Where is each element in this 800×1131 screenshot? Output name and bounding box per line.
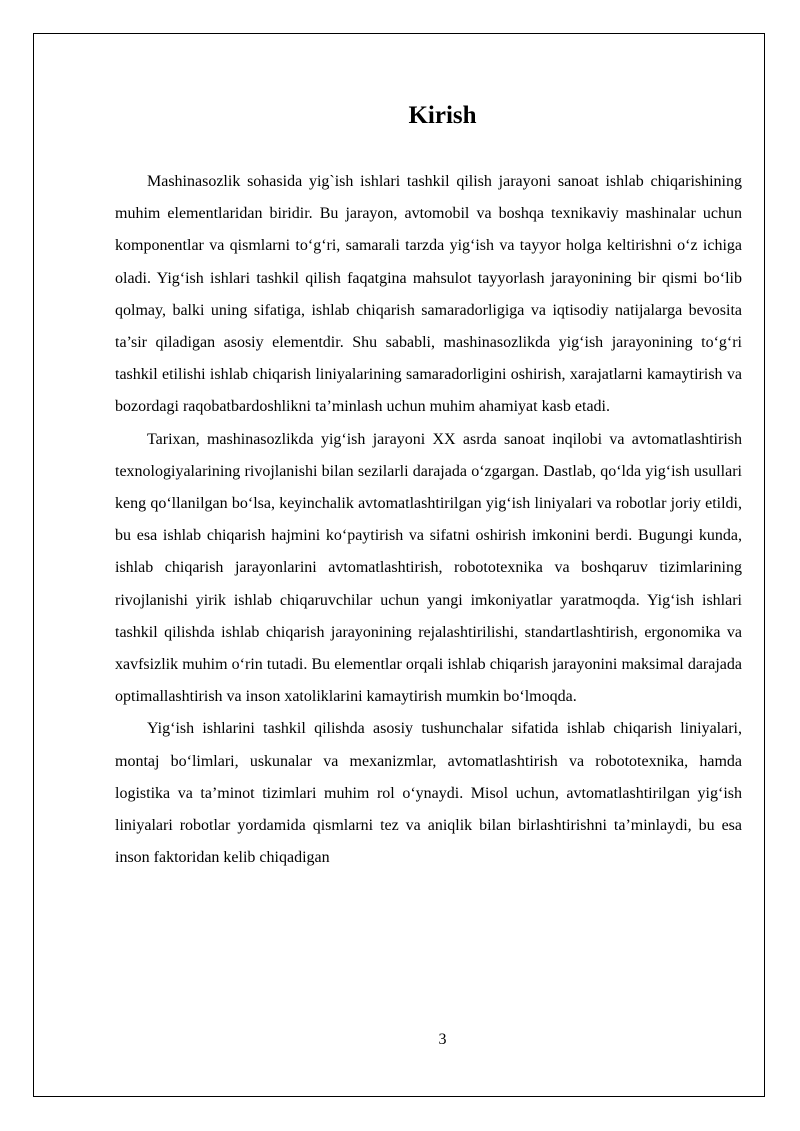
page-number: 3 xyxy=(438,1031,447,1048)
paragraph-1: Mashinasozlik sohasida yig`ish ishlari tashkil qilish jarayoni sanoat ishlab chiqarishining muhim elementlaridan biridir. Bu jarayon, avtomobil va boshqa texnikaviy mashinalar uchun komponentlar va qismlarni to‘g‘ri, samarali tarzda yig‘ish va tayyor holga keltirishni o‘z ichiga oladi. Yig‘ish ishlari tashkil qilish faqatgina mahsulot tayyorlash jarayonining bir qismi bo‘lib qolmay, balki uning sifatiga, ishlab chiqarish samaradorligiga va iqtisodiy natijalarga bevosita ta’sir qiladigan asosiy elementdir. Shu sababli, mashinasozlikda yig‘ish jarayonining to‘g‘ri tashkil etilishi ishlab chiqarish liniyalarining samaradorligini oshirish, xarajatlarni kamaytirish va bozordagi raqobatbardoshlikni ta’minlash uchun muhim ahamiyat kasb etadi. xyxy=(115,173,742,416)
paragraph-3: Yig‘ish ishlarini tashkil qilishda asosiy tushunchalar sifatida ishlab chiqarish liniyalari, montaj bo‘limlari, uskunalar va mexanizmlar, avtomatlashtirish va robototexnika, hamda logistika va ta’minot tizimlari muhim rol o‘ynaydi. Misol uchun, avtomatlashtirilgan yig‘ish liniyalari robotlar yordamida qismlarni tez va aniqlik bilan birlashtirishni ta’minlaydi, bu esa inson faktoridan kelib chiqadigan xyxy=(115,720,742,867)
page-title: Kirish xyxy=(408,102,477,129)
body-text xyxy=(115,166,742,874)
paragraph-2: Tarixan, mashinasozlikda yig‘ish jarayoni XX asrda sanoat inqilobi va avtomatlashtirish texnologiyalarining rivojlanishi bilan sezilarli darajada o‘zgargan. Dastlab, qo‘lda yig‘ish usullari keng qo‘llanilgan bo‘lsa, keyinchalik avtomatlashtirilgan yig‘ish liniyalari va robotlar joriy etildi, bu esa ishlab chiqarish hajmini ko‘paytirish va sifatni oshirish imkonini berdi. Bugungi kunda, ishlab chiqarish jarayonlarini avtomatlashtirish, robototexnika va boshqaruv tizimlarining rivojlanishi yirik ishlab chiqaruvchilar uchun yangi imkoniyatlar yaratmoqda. Yig‘ish ishlari tashkil qilishda ishlab chiqarish jarayonining rejalashtirilishi, standartlashtirish, ergonomika va xavfsizlik muhim o‘rin tutadi. Bu elementlar orqali ishlab chiqarish jarayonini maksimal darajada optimallashtirish va inson xatoliklarini kamaytirish mumkin bo‘lmoqda. xyxy=(115,430,742,706)
